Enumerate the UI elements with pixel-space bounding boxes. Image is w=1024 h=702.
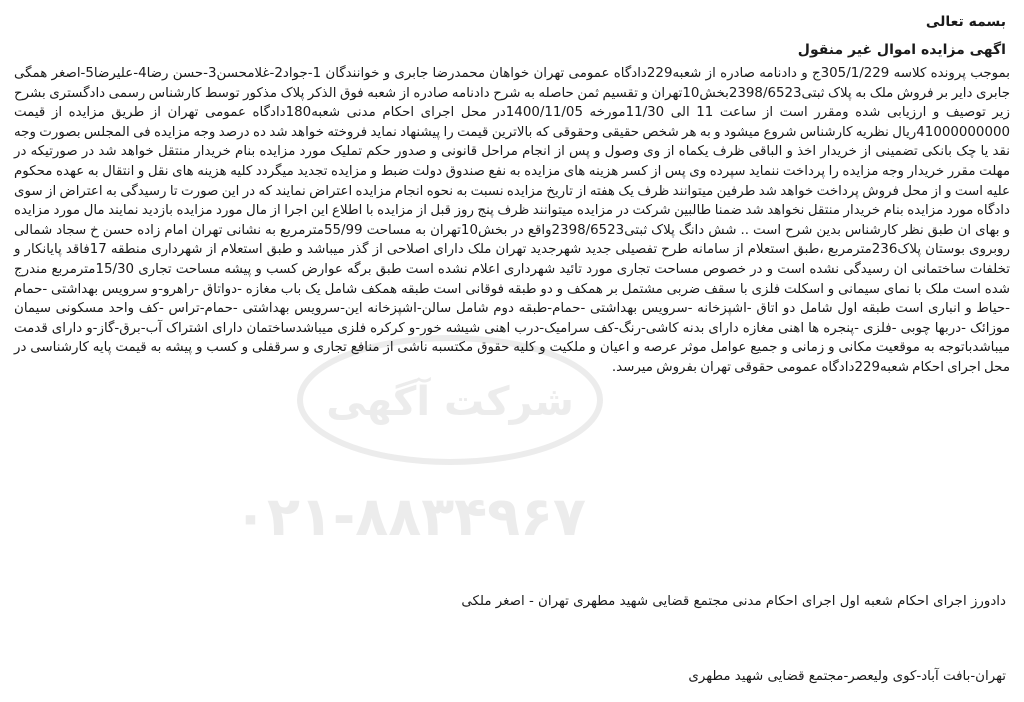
- watermark-stamp-caption: شرکت آگهی: [326, 379, 574, 425]
- notice-body: بموجب پرونده کلاسه 305/1/229ج و دادنامه صادره از شعبه229دادگاه عمومی تهران خواهان محمدرضا جابری و خوانندگان 1-جواد2-غلامحسن3-حسن رضا4-علیرضا5-اصغر همگی جابری دایر بر فروش ملک به پلاک ثبتی2398/6523بخش10تهران و تقسیم ثمن حاصله به شرح دادنامه صادره از شعبه فوق الذکر پلاک مذکور توسط کارشناس رسمی دادگستری بشرح زیر توصیف و ارزیابی شده ومقرر است از ساعت 11 الی 11/30مورخه 1400/11/05در محل اجرای احکام مدنی شعبه180دادگاه عمومی تهران از طریق مزایده از قیمت 41000000000ریال نظریه کارشناس شروع میشود و به هر شخص حقیقی وحقوقی که بالاترین قیمت را پیشنهاد نماید فروخته خواهد شد ده درصد وجه مزایده فی المجلس بصورت وجه نقد یا چک بانکی تضمینی از خریدار اخذ و الباقی ظرف یکماه از وی وصول و پس از انجام مراحل قانونی و صدور حکم تملیک مورد مزایده بنام خریدار منتقل خواهد شد در صورتیکه در مهلت مقرر خریدار وجه مزایده را پرداخت ننماید سپرده وی پس از کسر هزینه های مزایده به نفع صندوق دولت ضبط و مزایده تجدید میگردد کلیه هزینه های نقل و انتقال به عهده محکوم علیه است و از محل فروش پرداخت خواهد شد طرفین میتوانند ظرف یک هفته از تاریخ مزایده نسبت به نحوه انجام مزایده اعتراض نمایند که در این صورت تا رسیدگی به اعتراض از سوی دادگاه مورد مزایده بنام خریدار منتقل نخواهد شد ضمنا طالبین شرکت در مزایده میتوانند ظرف پنج روز قبل از مزایده با اطلاع این اجرا از مال مورد مزایده بازدید نمایند مال مورد مزایده و بهای ان طبق نظر کارشناس بدین شرح است .. شش دانگ پلاک ثبتی2398/6523واقع در بخش10تهران به مساحت 55/99مترمربع به نشانی تهران امام زاده حسن خ سجاد شمالی روبروی بوستان پلاک236مترمربع ،طبق استعلام از سامانه طرح تفصیلی جدید شهرجدید تهران ملک دارای اصلاحی از گذر میباشد و طبق استعلام از شهرداری منطقه 17فاقد پایانکار و تخلفات ساختمانی ان رسیدگی نشده است و در خصوص مساحت تجاری مورد تائید شهرداری اعلام نشده است طبق برگه عوارض کسب و پیشه مساحت تجاری 15/30مترمربع مندرج شده است ملک با نمای سیمانی و اسکلت فلزی با سقف ضربی مشتمل بر همکف و دو طبقه فوقانی است طبقه همکف شامل یک باب مغازه -دواتاق -راهرو-و سرویس بهداشتی -حمام -حیاط و انباری است طبقه اول شامل دو اتاق -اشپزخانه -سرویس بهداشتی -حمام-طبقه دوم شامل سالن-اشپزخانه این-سرویس بهداشتی -حمام-تراس -کف واحد مسکونی سیمان موزائک -دربها چوبی -فلزی -پنجره ها اهنی مغازه دارای بدنه کاشی-رنگ-کف سرامیک-درب اهنی شیشه خور-و کرکره فلزی میباشدساختمان دارای اشتراک آب-برق-گاز-و دارای قدمت میباشدباتوجه به موقعیت مکانی و زمانی و جمیع عوامل موثر عرصه و اعیان و ملکیت و کلیه حقوق مکتسبه ناشی از منافع تجاری و سرقفلی و کسب و پیشه به قیمت پایه کارشناسی در محل اجرای احکام شعبه229دادگاه عمومی حقوقی تهران بفروش میرسد.: [14, 66, 1011, 375]
- address-line: تهران-بافت آباد-کوی ولیعصر-مجتمع قضایی شهید مطهری: [688, 669, 1006, 684]
- watermark-phone: ۰۲۱-۸۸۳۴۹۶۷: [233, 485, 587, 548]
- notice-title: اگهی مزایده اموال غیر منقول: [797, 42, 1006, 58]
- basmala-heading: بسمه تعالی: [925, 14, 1006, 30]
- signature-line: دادورز اجرای احکام شعبه اول اجرای احکام مدنی مجتمع قضایی شهید مطهری تهران - اصغر ملکی: [461, 594, 1006, 609]
